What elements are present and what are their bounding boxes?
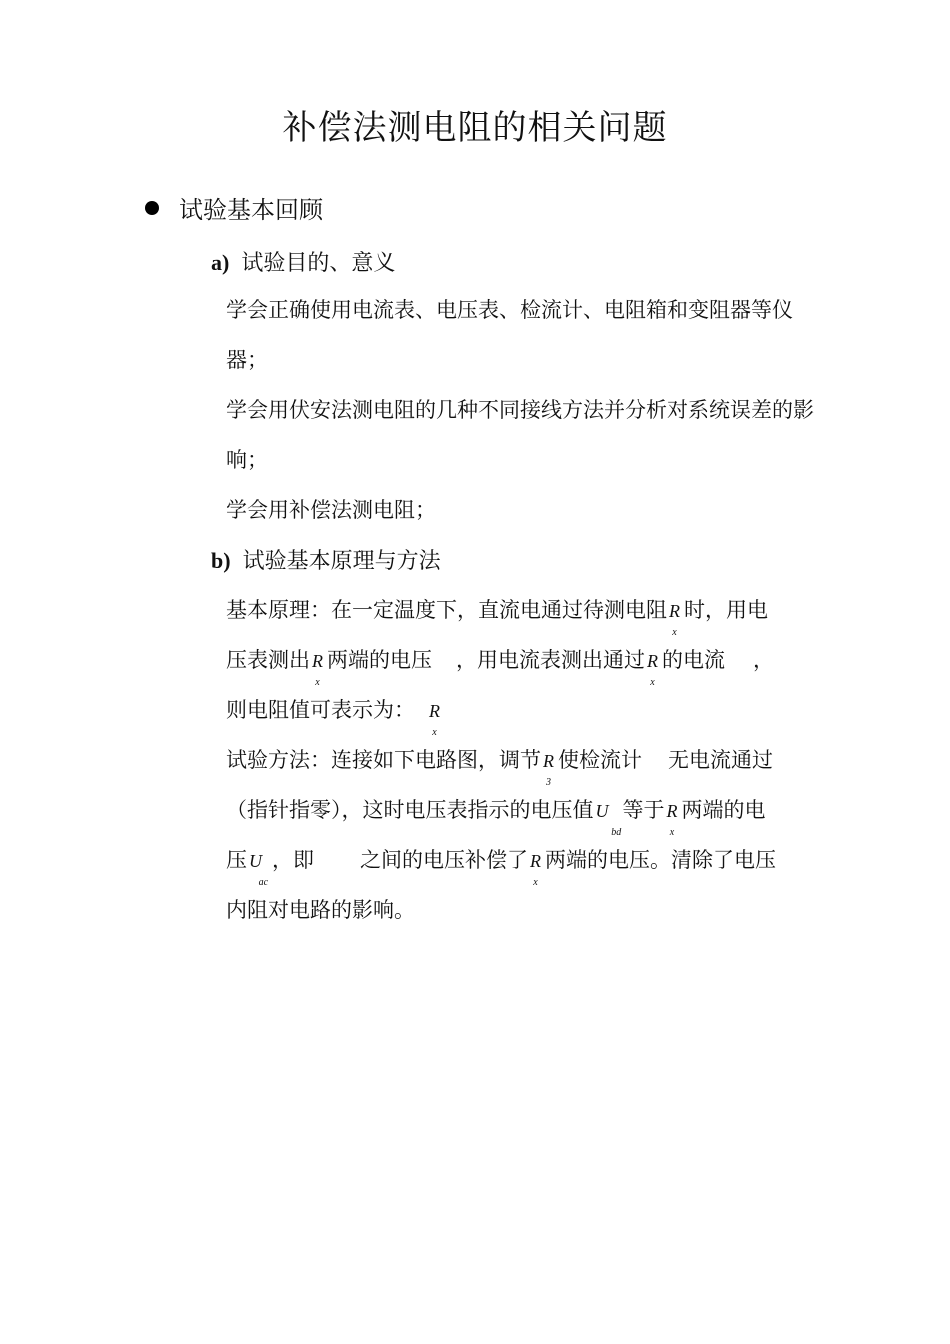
symbol-letter: R [647, 651, 658, 671]
text-span: 试验方法：连接如下电路图，调节 [226, 748, 541, 772]
text-span: 压 [226, 848, 247, 872]
text-span: （指针指零），这时电压表指示的电压值 [226, 798, 594, 822]
symbol-letter: R [429, 701, 440, 721]
symbol-subscript: x [315, 677, 320, 688]
text-span: 两端的电压 [327, 648, 432, 672]
symbol-subscript: x [669, 827, 675, 838]
symbol-subscript: 3 [546, 777, 551, 788]
symbol-uac [249, 846, 269, 888]
symbol-subscript: x [650, 677, 655, 688]
symbol-rx [669, 596, 680, 638]
symbol-subscript: x [672, 627, 677, 638]
symbol-letter: U [249, 851, 262, 871]
section-heading-text: 试验基本回顾 [179, 196, 323, 224]
purpose-item-3: 学会用补偿法测电阻； [226, 498, 436, 522]
symbol-letter: R [666, 801, 678, 821]
symbol-subscript: ac [258, 877, 269, 888]
text-span: 无电流通过 [668, 748, 773, 772]
symbol-subscript: x [432, 727, 437, 738]
symbol-letter: R [312, 651, 323, 671]
text-span: 基本原理：在一定温度下，直流电通过待测电阻 [226, 598, 667, 622]
subsection-a-title: 试验目的、意义 [241, 251, 396, 276]
text-span: 两端的电 [681, 798, 766, 822]
text-span: 之间的电压补偿了 [360, 848, 528, 872]
text-span: 压表测出 [226, 648, 310, 672]
symbol-letter: R [530, 851, 541, 871]
method-line-4 [226, 895, 415, 945]
symbol-letter: R [543, 751, 554, 771]
symbol-rx [647, 646, 658, 688]
section-heading [145, 190, 323, 225]
symbol-letter: R [669, 601, 680, 621]
symbol-subscript: bd [611, 827, 622, 838]
text-span: 使检流计 [558, 748, 642, 772]
text-span: ， [753, 648, 774, 672]
purpose-item-1: 学会正确使用电流表、电压表、检流计、电阻箱和变阻器等仪器； [226, 298, 793, 372]
symbol-rx [666, 796, 678, 838]
text-span: 等于 [622, 798, 665, 822]
bullet-icon [145, 201, 159, 215]
symbol-subscript: x [533, 877, 538, 888]
symbol-rx [429, 696, 440, 738]
text-span: ，用电流表测出通过 [456, 648, 645, 672]
method-line-1 [226, 745, 773, 795]
principle-line-1 [226, 595, 768, 645]
subsection-b-heading [211, 544, 441, 575]
principle-line-2 [226, 645, 774, 695]
document-title: 补偿法测电阻的相关问题 [282, 108, 668, 148]
method-line-2 [226, 795, 766, 845]
principle-line-3 [226, 695, 444, 745]
subsection-b-title: 试验基本原理与方法 [242, 549, 441, 574]
text-span: 的电流 [662, 648, 725, 672]
purpose-item-2: 学会用伏安法测电阻的几种不同接线方法并分析对系统误差的影响； [226, 398, 814, 472]
text-span: 内阻对电路的影响。 [226, 898, 415, 922]
symbol-letter: U [595, 801, 609, 821]
symbol-ubd [595, 796, 622, 838]
subsection-a-heading [211, 246, 395, 277]
method-line-3 [226, 845, 776, 895]
subsection-a-marker: a) [211, 250, 230, 275]
text-span: 两端的电压。清除了电压 [545, 848, 776, 872]
text-span: ，即 [272, 848, 314, 872]
symbol-rx [312, 646, 323, 688]
text-span: 则电阻值可表示为： [226, 698, 415, 722]
symbol-r3 [543, 746, 554, 788]
subsection-b-marker: b) [211, 548, 231, 573]
text-span: 时，用电 [684, 598, 768, 622]
symbol-rx [530, 846, 541, 888]
